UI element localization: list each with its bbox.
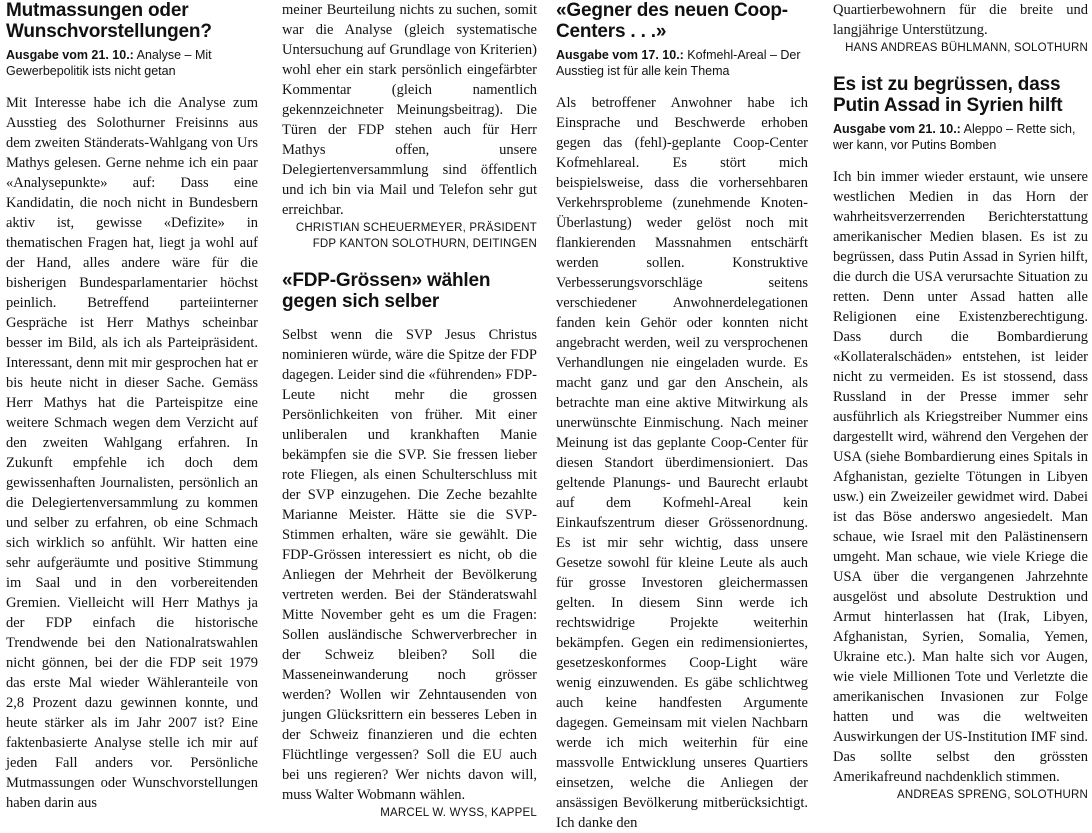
reference-text: Aleppo – Rette sich, wer kann, vor Putins Bomben: [833, 122, 1076, 152]
article-body-continued: meiner Beurteilung nichts zu suchen, somit war die Analyse (gleich systematische Untersuchung auf Grundlage von Kriterien) wohl eher ein stark persönlich eingefärbter Kommentar (gleich namentlich gekennzeichneter Meinungsbeitrag). Die Türen der FDP stehen auch für Herr Mathys offen, unsere Delegiertenversammlung sind öffentlich und ich bin via Mail und Telefon sehr gut erreichbar.: [282, 2, 537, 218]
author-signature: CHRISTIAN SCHEUERMEYER, PRÄSIDENT: [295, 222, 537, 234]
article-reference: [833, 121, 1088, 153]
author-signature: MARCEL W. WYSS, KAPPEL: [380, 807, 537, 819]
column-1: [6, 0, 258, 811]
author-signature: ANDREAS SPRENG, SOLOTHURN: [897, 789, 1088, 801]
author-signature: HANS ANDREAS BÜHLMANN, SOLOTHURN: [845, 42, 1088, 54]
column-2: [282, 0, 537, 819]
issue-date: Ausgabe vom 21. 10.:: [6, 48, 134, 62]
article-reference: [6, 47, 258, 79]
article-body: Mit Interesse habe ich die Analyse zum Ausstieg des Solothurner Freisinns aus dem zweiten Ständerats-Wahlgang von Urs Mathys gelesen. Gerne nehme ich ein paar «Analysepunkte» auf: Dass eine Kandidatin, die noch nicht in Bundesbern aktiv ist, gewisse «Defizite» in thematischen Fragen hat, liegt ja wohl auf der Hand, alles andere wäre für die bisherigen Bundesparlamentarier höchst peinlich. Betreffend parteiinterner Gespräche ist Herr Mathys scheinbar besser im Bild, als ich als Parteipräsident. Interessant, denn mit mir gesprochen hat er bis heute nicht in dieser Sache. Gemäss Herr Mathys hat die Parteispitze eine weitere Schmach wegen dem Verzicht auf den zweiten Wahlgang erfahren. In Zukunft empfehle ich doch dem gewissenhaften Journalisten, persönlich an die Delegiertenversammlung zu kommen und selber zu erfahren, ob eine Schmach sich wirklich so anfühlt. Wir hatten eine sehr aufgeräumte und positive Stimmung im Saal und in den vorbereitenden Gremien. Vielleicht will Herr Mathys ja der FDP einfach die historische Trendwende bei den Nationalratswahlen nicht gönnen, bei der die FDP seit 1979 das erste Mal wieder Wähleranteile von 2,8 Prozent dazu gewinnen konnte, und heute stärker als im Jahr 2007 ist? Eine faktenbasierte Analyse stelle ich mir auf jeden Fall anders vor. Persönliche Mutmassungen oder Wunschvorstellungen haben darin aus: [6, 95, 258, 811]
issue-date: Ausgabe vom 21. 10.:: [833, 122, 961, 136]
headline-fdp-groessen: «FDP-Grössen» wählen gegen sich selber: [282, 270, 491, 312]
issue-date: Ausgabe vom 17. 10.:: [556, 48, 684, 62]
article-body: Als betroffener Anwohner habe ich Einsprache und Beschwerde erhoben gegen das (fehl)-geplante Coop-Center Kofmehlareal. Es stört mich beispielsweise, dass die vorhersehbaren Verkehrsprobleme (zunehmende Knoten-Überlastung) weder gelöst noch mit flankierenden Massnahmen entschärft werden sollen. Konstruktive Verbesserungsvorschläge seitens verschiedener Anwohnerdelegationen fanden kein Gehör oder konnten nicht angebracht werden, weil zu versprochenen Verhandlungen nie eingeladen wurde. Es macht ganz und gar den Anschein, als betrachte man eine aktive Mitwirkung als unerwünschte Einmischung. Nach meiner Meinung ist das geplante Coop-Center für diesen Standort überdimensioniert. Das geltende Planungs- und Baurecht erlaubt auf dem Kofmehl-Areal kein Einkaufszentrum dieser Grössenordnung. Es ist mir sehr wichtig, dass unsere Gesetze sowohl für kleine Leute als auch für grosse Investoren gleichermassen gelten. In diesem Sinn werde ich rechtswidrige Projekte weiterhin bekämpfen. Gegen ein redimensioniertes, gesetzeskonformes Coop-Light wäre wenig einzuwenden. Es gäbe schlichtweg auch keine handfesten Argumente dagegen. Gemeinsam mit vielen Nachbarn werde ich mich weiterhin für eine massvolle Entwicklung unseres Quartiers einsetzen, welche die Anliegen der ansässigen Bevölkerung mitberücksichtigt. Ich danke den: [556, 95, 808, 831]
article-reference: [556, 47, 808, 79]
headline-mutmassungen: Mutmassungen oder Wunschvorstellungen?: [6, 0, 212, 42]
reference-text: Analyse – Mit Gewerbepolitik ists nicht getan: [6, 48, 212, 78]
column-3: [556, 0, 808, 831]
article-body: Ich bin immer wieder erstaunt, wie unsere westlichen Medien in das Horn der wahrheitsverzerrenden Berichterstattung amerikanischer Medien blasen. Es ist zu begrüssen, dass Putin Assad in Syrien hilft, die durch die USA verursachte Situation zu retten. Denn unter Assad hatten alle Religionen eine Existenzberechtigung. Dass durch die Bombardierung «Kollateralschäden» entstehen, ist leider nicht zu vermeiden. Es ist stossend, dass Russland in der Presse immer sehr ausführlich als Kriegstreiber Nummer eins dargestellt wird, während den Vergehen der USA (siehe Bombardierung eines Spitals in Afghanistan, gezielte Tötungen in Libyen usw.) ein Zweizeiler gewidmet wird. Dabei ist das Böse anderswo angesiedelt. Man schaue, wie Israel mit den Palästinensern umgeht. Man schaue, wie viele Kriege die USA über die vergangenen Jahrzehnte ausgelöst und absolute Destruktion und Armut hinterlassen hat (Irak, Libyen, Afghanistan, Syrien, Somalia, Yemen, Ukraine etc.). Man halte sich vor Augen, wie viele Millionen Tote und Verletzte die amerikanischen Invasionen zur Folge hatten und was die weltweiten Auswirkungen der US-Institution IMF sind. Das sollte selbst den grössten Amerikafreund nachdenklich stimmen.: [833, 169, 1088, 785]
article-body: Selbst wenn die SVP Jesus Christus nominieren würde, wäre die Spitze der FDP dagegen. Leider sind die «führenden» FDP-Leute nicht mehr die grossen Persönlichkeiten von früher. Mit einer unliberalen und krankhaften Manie bekämpfen sie die SVP. Sie fressen lieber rote Fliegen, als einen Schulterschluss mit der SVP einzugehen. Die Zeche bezahlte Marianne Meister. Hätte sie die SVP-Stimmen erhalten, wäre sie gewählt. Die FDP-Grössen interessiert es nicht, ob die Anliegen der Mehrheit der Bevölkerung vertreten werden. Bei der Ständeratswahl Mitte November geht es um die Fragen: Sollen ausländische Schwerverbrecher in der Schweiz bleiben? Soll die Masseneinwanderung noch grösser werden? Wollen wir Zehntausenden von jungen Glücksrittern ein besseres Leben in der Schweiz finanzieren und die echten Flüchtlinge vergessen? Soll die EU auch bei uns regieren? Wer nichts davon will, muss Walter Wobmann wählen.: [282, 327, 537, 803]
headline-coop-center: «Gegner des neuen Coop-Centers . . .»: [556, 0, 788, 42]
headline-putin-assad: Es ist zu begrüssen, dass Putin Assad in Syrien hilft: [833, 74, 1063, 116]
reference-text: Kofmehl-Areal – Der Ausstieg ist für alle kein Thema: [556, 48, 801, 78]
author-affiliation: FDP KANTON SOLOTHURN, DEITINGEN: [312, 238, 537, 250]
article-body-continued: Quartierbewohnern für die breite und langjährige Unterstützung.: [833, 2, 1088, 38]
column-4: [833, 0, 1088, 801]
